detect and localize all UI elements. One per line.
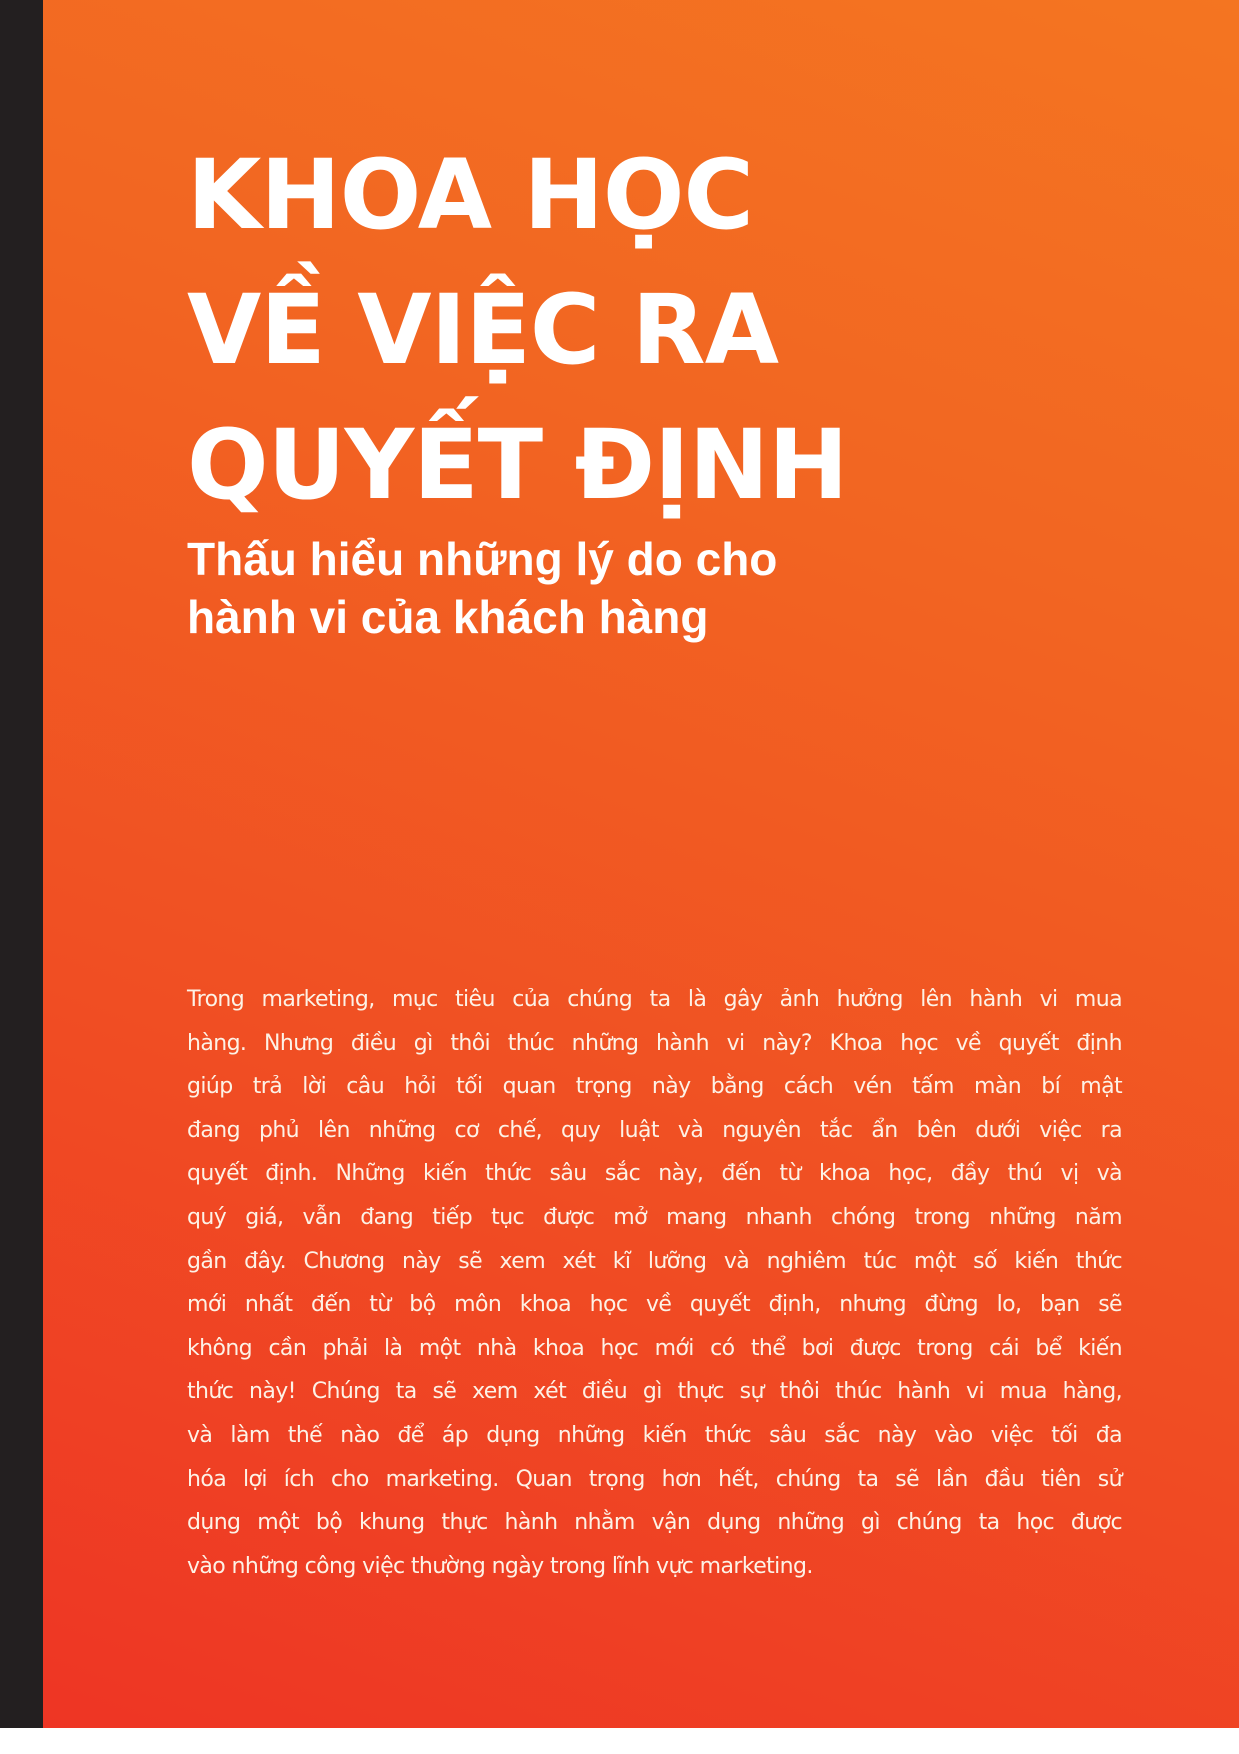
paragraph-line: quyết định. Những kiến thức sâu sắc này, đến từ khoa học, đầy thú vị và	[187, 1161, 1122, 1187]
paragraph-line: vào những công việc thường ngày trong lĩnh vực marketing.	[187, 1553, 813, 1579]
paragraph-line: gần đây. Chương này sẽ xem xét kĩ lưỡng và nghiêm túc một số kiến thức	[187, 1248, 1122, 1274]
paragraph-line: không cần phải là một nhà khoa học mới có thể bơi được trong cái bể kiến	[187, 1335, 1122, 1361]
paragraph-line: hàng. Nhưng điều gì thôi thúc những hành vi này? Khoa học về quyết định	[187, 1030, 1122, 1056]
paragraph-line: mới nhất đến từ bộ môn khoa học về quyết định, nhưng đừng lo, bạn sẽ	[187, 1292, 1122, 1318]
chapter-cover	[43, 0, 1239, 1728]
page-spine	[0, 0, 43, 1728]
paragraph-line: thức này! Chúng ta sẽ xem xét điều gì thực sự thôi thúc hành vi mua hàng,	[187, 1379, 1122, 1405]
chapter-title	[187, 128, 847, 533]
chapter-intro-paragraph	[187, 978, 1122, 1588]
paragraph-line: hóa lợi ích cho marketing. Quan trọng hơn hết, chúng ta sẽ lần đầu tiên sử	[187, 1466, 1122, 1492]
chapter-title-line: QUYẾT ĐỊNH	[187, 409, 848, 521]
chapter-subtitle-line: Thấu hiểu những lý do cho	[187, 533, 778, 585]
paragraph-line: quý giá, vẫn đang tiếp tục được mở mang nhanh chóng trong những năm	[187, 1204, 1122, 1230]
paragraph-line: Trong marketing, mục tiêu của chúng ta là gây ảnh hưởng lên hành vi mua	[187, 987, 1122, 1012]
chapter-subtitle	[187, 530, 777, 646]
chapter-title-line: VỀ VIỆC RA	[187, 274, 778, 386]
paragraph-line: và làm thế nào để áp dụng những kiến thức sâu sắc này vào việc tối đa	[187, 1422, 1122, 1448]
chapter-subtitle-line: hành vi của khách hàng	[187, 591, 709, 643]
chapter-title-line: KHOA HỌC	[187, 139, 753, 251]
paragraph-line: dụng một bộ khung thực hành nhằm vận dụng những gì chúng ta học được	[187, 1510, 1122, 1536]
paragraph-line: đang phủ lên những cơ chế, quy luật và nguyên tắc ẩn bên dưới việc ra	[187, 1117, 1122, 1143]
paragraph-line: giúp trả lời câu hỏi tối quan trọng này bằng cách vén tấm màn bí mật	[187, 1074, 1122, 1100]
